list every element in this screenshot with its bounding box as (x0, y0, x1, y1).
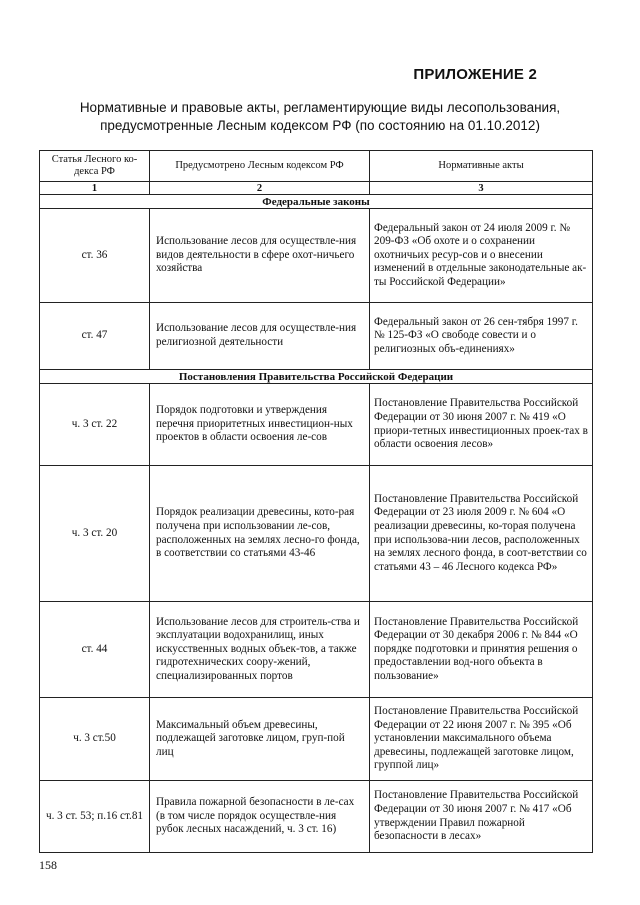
provision-cell: Использование лесов для осуществле-ния религиозной деятельности (150, 303, 370, 370)
table-row (40, 466, 593, 602)
column-number: 2 (150, 182, 370, 195)
section-heading: Федеральные законы (40, 195, 593, 209)
section-heading: Постановления Правительства Российской Федерации (40, 370, 593, 384)
provision-cell: Правила пожарной безопасности в ле-сах (в том числе порядок осуществле-ния рубок лесных насаждений, ч. 3 ст. 16) (150, 781, 370, 853)
article-cell: ч. 3 ст. 22 (40, 384, 150, 466)
table-row (40, 602, 593, 698)
table-row (40, 303, 593, 370)
provision-cell: Порядок подготовки и утверждения перечня приоритетных инвестицион-ных проектов в области освоения ле-сов (150, 384, 370, 466)
header-provision: Предусмотрено Лесным кодексом РФ (150, 151, 370, 182)
act-cell: Постановление Правительства Российской Федерации от 30 июня 2007 г. № 417 «Об утверждении Правил пожарной безопасности в лесах» (370, 781, 593, 853)
article-cell: ст. 47 (40, 303, 150, 370)
column-number-row (40, 182, 593, 195)
table-row (40, 384, 593, 466)
document-title-line-2: предусмотренные Лесным кодексом РФ (по состоянию на 01.10.2012) (100, 118, 540, 133)
page-number: 158 (39, 858, 57, 872)
article-cell: ч. 3 ст.50 (40, 698, 150, 781)
header-article: Статья Лесного ко-декса РФ (40, 151, 150, 182)
act-cell: Постановление Правительства Российской Федерации от 30 декабря 2006 г. № 844 «О порядке подготовки и принятия решения о предоставлении вод-ного объекта в пользование» (370, 602, 593, 698)
provision-cell: Использование лесов для осуществле-ния видов деятельности в сфере охот-ничьего хозяйства (150, 209, 370, 303)
provision-cell: Использование лесов для строитель-ства и эксплуатации водохранилищ, иных искусственных водных объек-тов, а также гидротехнических соору-жений, специализированных портов (150, 602, 370, 698)
article-cell: ст. 44 (40, 602, 150, 698)
act-cell: Федеральный закон от 24 июля 2009 г. № 209-ФЗ «Об охоте и о сохранении охотничьих ресур-сов и о внесении изменений в отдельные законодательные ак-ты Российской Федерации» (370, 209, 593, 303)
act-cell: Постановление Правительства Российской Федерации от 30 июня 2007 г. № 419 «О приори-тетных инвестиционных проек-тах в области освоения лесов» (370, 384, 593, 466)
section-row-government-decrees (40, 370, 593, 384)
table-row (40, 781, 593, 853)
document-title (40, 99, 600, 135)
provision-cell: Порядок реализации древесины, кото-рая получена при использовании ле-сов, расположенных на землях лесно-го фонда, в соответствии со статьями 43-46 (150, 466, 370, 602)
act-cell: Федеральный закон от 26 сен-тября 1997 г. № 125-ФЗ «О свободе совести и о религиозных объ-единениях» (370, 303, 593, 370)
act-cell: Постановление Правительства Российской Федерации от 23 июля 2009 г. № 604 «О реализации древесины, ко-торая получена при использова-нии лесов, расположенных на землях лесного фонда, в соот-ветствии со статьями 43 – 46 Лесного кодекса РФ» (370, 466, 593, 602)
column-number: 3 (370, 182, 593, 195)
header-acts: Нормативные акты (370, 151, 593, 182)
table-row (40, 698, 593, 781)
table-header-row (40, 151, 593, 182)
article-cell: ч. 3 ст. 20 (40, 466, 150, 602)
table-row (40, 209, 593, 303)
column-number: 1 (40, 182, 150, 195)
section-row-federal-laws (40, 195, 593, 209)
regulations-table (39, 150, 593, 853)
article-cell: ч. 3 ст. 53; п.16 ст.81 (40, 781, 150, 853)
act-cell: Постановление Правительства Российской Федерации от 22 июня 2007 г. № 395 «Об установлении максимального объема древесины, подлежащей заготовке лицом, группой лиц» (370, 698, 593, 781)
appendix-label: ПРИЛОЖЕНИЕ 2 (413, 66, 537, 83)
article-cell: ст. 36 (40, 209, 150, 303)
document-title-line-1: Нормативные и правовые акты, регламентирующие виды лесопользования, (79, 100, 561, 115)
provision-cell: Максимальный объем древесины, подлежащей заготовке лицом, груп-пой лиц (150, 698, 370, 781)
